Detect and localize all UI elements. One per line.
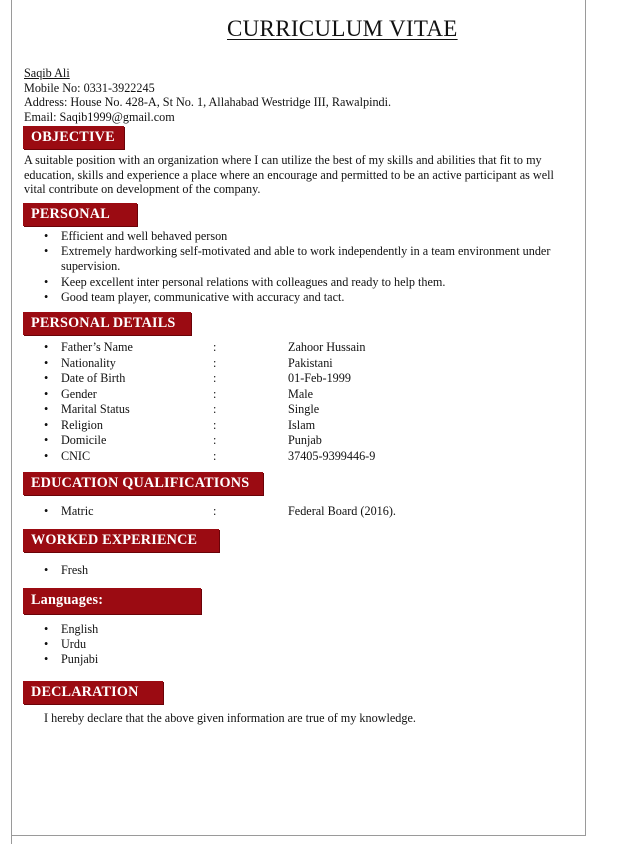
detail-label: Domicile (61, 433, 107, 447)
bullet-icon: • (44, 563, 49, 577)
bullet-icon: • (44, 652, 49, 667)
list-item (44, 652, 98, 667)
list-item (44, 275, 550, 290)
detail-value: Male (288, 386, 314, 401)
bullet-icon: • (44, 244, 49, 259)
languages-list (44, 622, 98, 668)
page-border-left (11, 0, 12, 844)
list-item-text: Extremely hardworking self-motivated and able to work independently in a team environment under (61, 244, 551, 259)
list-item-text: Good team player, communicative with accuracy and tact. (61, 289, 345, 304)
list-item (44, 229, 550, 244)
contact-block (24, 66, 391, 124)
bullet-icon: • (44, 637, 49, 652)
bullet-icon: • (44, 340, 49, 354)
detail-colon: : (213, 417, 217, 432)
list-item-text: supervision. (61, 259, 121, 274)
list-item-text: Keep excellent inter personal relations with colleagues and ready to help them. (61, 274, 446, 289)
list-item-text: Urdu (61, 637, 87, 652)
page-border-bottom (11, 835, 586, 836)
bullet-icon: • (44, 289, 49, 304)
detail-colon: : (213, 386, 217, 401)
list-item (44, 563, 88, 578)
section-heading-personal: PERSONAL (23, 203, 137, 226)
detail-value: 01-Feb-1999 (288, 371, 351, 385)
list-item (44, 290, 550, 305)
detail-label: Nationality (61, 355, 116, 370)
detail-value: 37405-9399446-9 (288, 448, 376, 463)
list-item-continuation (44, 259, 550, 274)
bullet-icon: • (44, 622, 49, 636)
experience-list (44, 563, 88, 578)
address: Address: House No. 428-A, St No. 1, Allahabad Westridge III, Rawalpindi. (24, 95, 392, 109)
detail-colon: : (213, 448, 217, 463)
objective-line: education, skills and experience a place where an encourage and permitted to be an active participant as well (24, 167, 554, 182)
personal-list (44, 229, 550, 305)
bullet-icon: • (44, 274, 49, 289)
detail-value: Zahoor Hussain (288, 340, 366, 354)
bullet-icon: • (44, 417, 49, 432)
candidate-name: Saqib Ali (24, 66, 70, 80)
list-item (44, 244, 550, 259)
detail-colon: : (213, 433, 217, 447)
mobile-number: Mobile No: 0331-3922245 (24, 80, 155, 95)
list-item-text: English (61, 622, 99, 636)
bullet-icon: • (44, 229, 49, 243)
detail-label: CNIC (61, 448, 91, 463)
bullet-icon: • (44, 386, 49, 401)
detail-value: Pakistani (288, 355, 333, 370)
education-label: Matric (61, 504, 94, 518)
detail-value: Islam (288, 417, 316, 432)
detail-label: Father’s Name (61, 340, 133, 354)
list-item (44, 637, 98, 652)
detail-colon: : (213, 402, 217, 416)
detail-label: Gender (61, 386, 97, 401)
bullet-icon: • (44, 371, 49, 385)
section-heading-education: EDUCATION QUALIFICATIONS (23, 472, 263, 495)
detail-label: Religion (61, 417, 103, 432)
list-item-text: Fresh (61, 563, 89, 577)
objective-text (24, 153, 554, 197)
detail-value: Punjab (288, 433, 322, 447)
education-colon: : (213, 504, 217, 518)
section-heading-experience: WORKED EXPERIENCE (23, 529, 219, 552)
section-heading-personal-details: PERSONAL DETAILS (23, 312, 191, 335)
bullet-icon: • (44, 504, 49, 518)
list-item-text: Punjabi (61, 652, 99, 667)
bullet-icon: • (44, 448, 49, 463)
bullet-icon: • (44, 355, 49, 370)
education-value: Federal Board (2016). (288, 504, 396, 518)
bullet-icon: • (44, 433, 49, 447)
section-heading-objective: OBJECTIVE (23, 126, 124, 149)
section-heading-languages: Languages: (23, 588, 201, 614)
list-item (44, 622, 98, 637)
objective-line: vital contribute on development of the company. (24, 182, 261, 197)
detail-colon: : (213, 340, 217, 354)
email: Email: Saqib1999@gmail.com (24, 109, 175, 124)
detail-colon: : (213, 355, 217, 370)
objective-line: A suitable position with an organization where I can utilize the best of my skills and abilities that fit to my (24, 153, 542, 167)
detail-label: Date of Birth (61, 371, 126, 385)
list-item-text: Efficient and well behaved person (61, 229, 228, 243)
detail-value: Single (288, 402, 320, 416)
document-title: CURRICULUM VITAE (227, 16, 458, 41)
detail-label: Marital Status (61, 402, 130, 416)
declaration-text: I hereby declare that the above given information are true of my knowledge. (44, 711, 416, 725)
bullet-icon: • (44, 402, 49, 416)
section-heading-declaration: DECLARATION (23, 681, 163, 704)
page-border-right (585, 0, 586, 836)
detail-colon: : (213, 371, 217, 385)
